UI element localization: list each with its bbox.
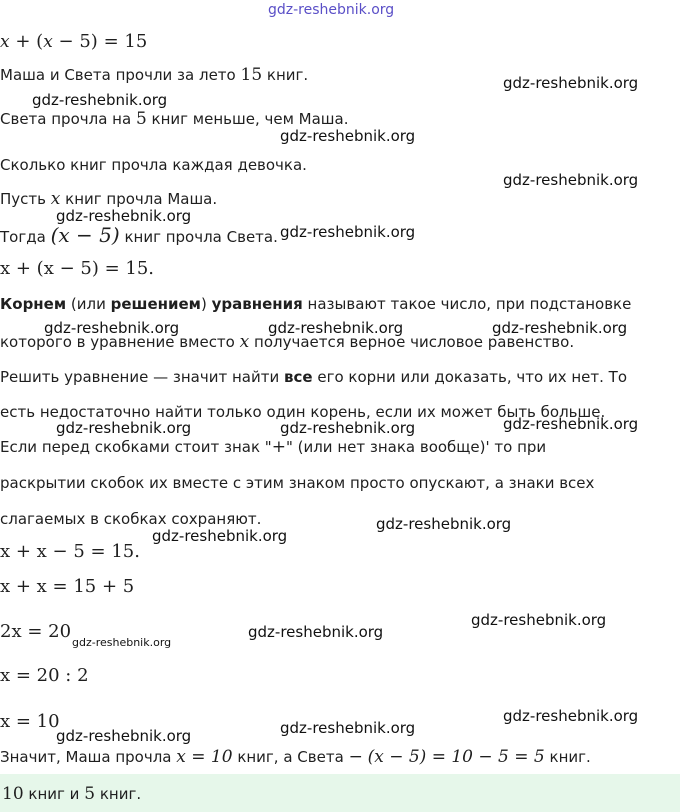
watermark[interactable]: gdz-reshebnik.org (44, 319, 180, 337)
watermark[interactable]: gdz-reshebnik.org (492, 319, 628, 337)
step-3: 2x = 20 (0, 621, 72, 642)
problem-line-3: Сколько книг прочла каждая девочка. (0, 156, 307, 174)
problem-line-1: Маша и Света прочли за лето 15 книг. (0, 65, 309, 85)
watermark[interactable]: gdz-reshebnik.org (280, 719, 416, 737)
watermark[interactable]: gdz-reshebnik.org (56, 727, 192, 745)
step-1: x + x − 5 = 15. (0, 541, 140, 562)
watermark[interactable]: gdz-reshebnik.org (503, 171, 639, 189)
step-4: x = 20 : 2 (0, 665, 89, 686)
conclusion: Значит, Маша прочла x = 10 книг, а Света − (x − 5) = 10 − 5 = 5 книг. (0, 747, 591, 767)
solution-let: Пусть x книг прочла Маша. (0, 189, 218, 209)
watermark[interactable]: gdz-reshebnik.org (56, 207, 192, 225)
watermark[interactable]: gdz-reshebnik.org (280, 127, 416, 145)
watermark-small[interactable]: gdz-reshebnik.org (72, 636, 172, 649)
watermark[interactable]: gdz-reshebnik.org (248, 623, 384, 641)
watermark[interactable]: gdz-reshebnik.org (503, 415, 639, 433)
watermark[interactable]: gdz-reshebnik.org (503, 707, 639, 725)
watermark-top[interactable]: gdz-reshebnik.org (268, 2, 395, 18)
theory-line-4: есть недостаточно найти только один корень, если их может быть больше. (0, 403, 606, 421)
step-5: x = 10 (0, 711, 60, 732)
theory-line-6: раскрытии скобок их вместе с этим знаком просто опускают, а знаки всех (0, 474, 595, 492)
theory-line-1: Корнем (или решением) уравнения называют такое число, при подстановке (0, 295, 632, 313)
watermark[interactable]: gdz-reshebnik.org (268, 319, 404, 337)
theory-line-5: Если перед скобками стоит знак "+" (или нет знака вообще)' то при (0, 437, 547, 457)
theory-line-2: которого в уравнение вместо x получается верное числовое равенство. (0, 332, 575, 352)
equation-2: x + (x − 5) = 15. (0, 258, 155, 279)
step-2: x + x = 15 + 5 (0, 576, 135, 597)
watermark[interactable]: gdz-reshebnik.org (280, 419, 416, 437)
watermark[interactable]: gdz-reshebnik.org (152, 527, 288, 545)
watermark[interactable]: gdz-reshebnik.org (56, 419, 192, 437)
theory-line-7: слагаемых в скобках сохраняют. (0, 510, 262, 528)
theory-line-3: Решить уравнение — значит найти все его корни или доказать, что их нет. То (0, 368, 628, 386)
watermark[interactable]: gdz-reshebnik.org (471, 611, 607, 629)
answer-box (0, 774, 680, 812)
equation-top: x + (x − 5) = 15 (0, 31, 148, 52)
solution-then: Тогда (x − 5) книг прочла Света. (0, 223, 278, 247)
watermark[interactable]: gdz-reshebnik.org (503, 74, 639, 92)
problem-line-2: Света прочла на 5 книг меньше, чем Маша. (0, 109, 349, 129)
answer-text: 10 книг и 5 книг. (2, 784, 142, 804)
watermark[interactable]: gdz-reshebnik.org (32, 91, 168, 109)
watermark[interactable]: gdz-reshebnik.org (280, 223, 416, 241)
watermark[interactable]: gdz-reshebnik.org (376, 515, 512, 533)
